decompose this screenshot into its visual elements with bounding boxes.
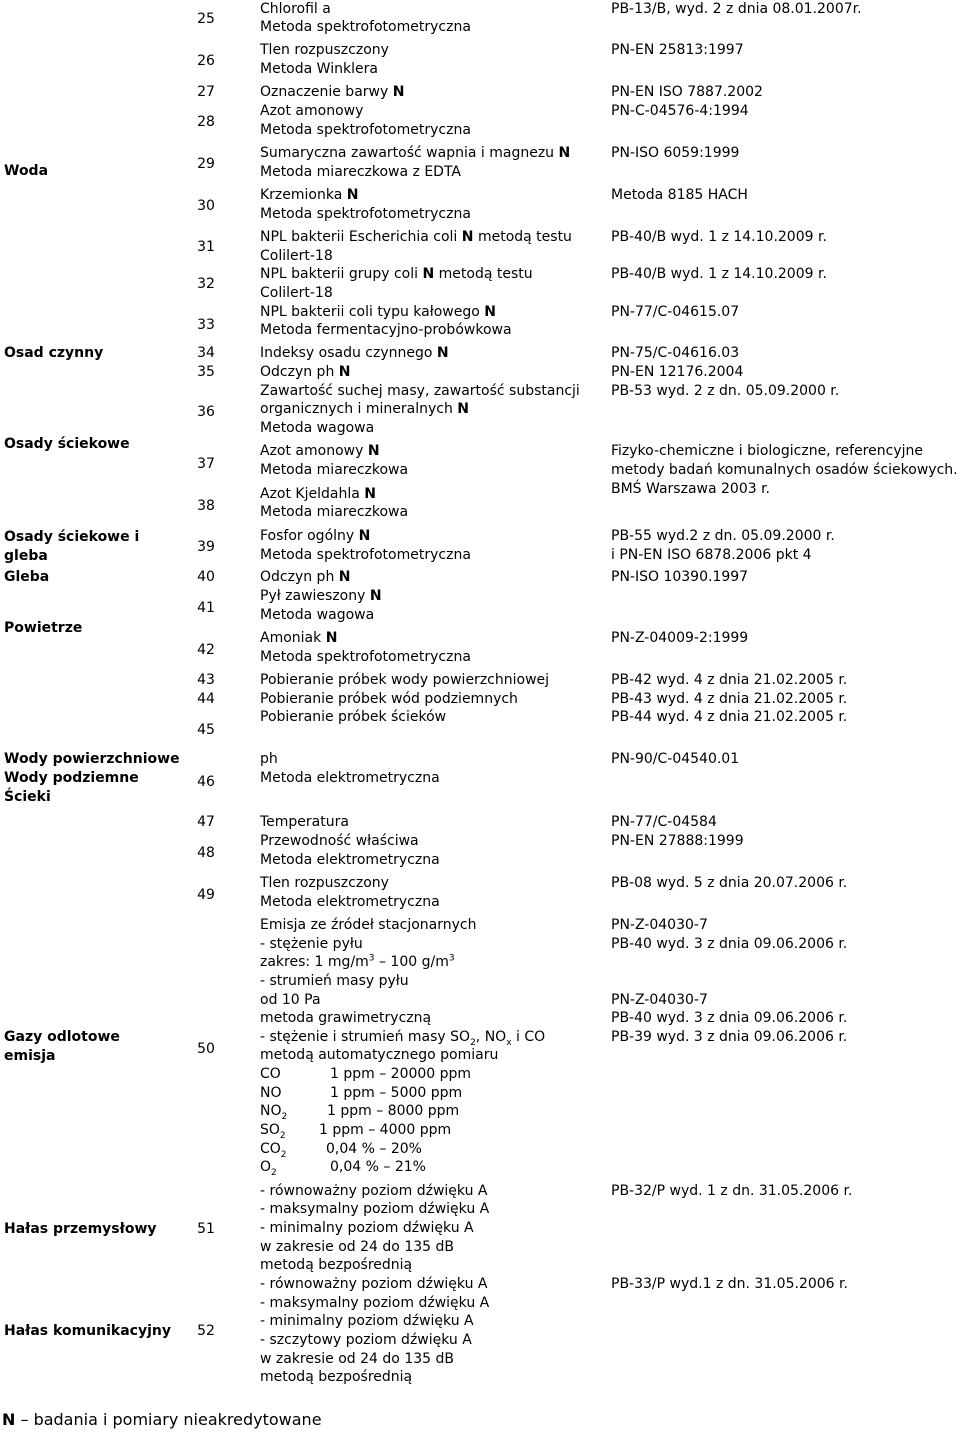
method-name: Chlorofil a [260,1,331,17]
method-name: Tlen rozpuszczony [260,42,389,58]
row-number: 33 [197,317,215,333]
method-detail: Metoda miareczkowa [260,462,409,478]
non-accredited-marker: N [364,486,376,502]
row-number: 45 [197,722,215,738]
method-name: Pobieranie próbek wód podziemnych [260,691,518,707]
method-detail: Metoda spektrofotometryczna [260,206,471,222]
standard-reference: Metoda 8185 HACH [611,187,748,203]
row-number: 40 [197,569,215,585]
method-detail: Metoda wagowa [260,420,375,436]
non-accredited-marker: N [346,187,359,203]
gas-range: 1 ppm – 5000 ppm [330,1085,463,1101]
standard-reference: PB-43 wyd. 4 z dnia 21.02.2005 r. [611,691,848,707]
method-detail: Metoda elektrometryczna [260,852,440,868]
method-name: Pobieranie próbek ścieków [260,709,447,725]
row-number: 44 [197,691,215,707]
method-detail: zakres: 1 $mg/m^3 - 100$ $g/m^3$ [260,953,455,970]
method-detail: Metoda miareczkowa [260,504,409,520]
method-name: Sumaryczna zawartość wapnia i magnezu N [260,145,571,161]
non-accredited-marker: N [457,401,470,417]
standard-reference: PN-ISO 6059:1999 [611,145,740,161]
gas-range: 0,04 % – 20% [326,1141,422,1157]
method-detail: Metoda elektrometryczna [260,770,440,786]
gas-range: 1 ppm – 20000 ppm [330,1066,472,1082]
non-accredited-marker: N [358,528,371,544]
row-number: 38 [197,498,215,514]
row-number: 25 [197,11,215,27]
method-detail: Colilert-18 [260,248,333,264]
method-detail: Metoda spektrofotometryczna [260,19,471,35]
row-number: 26 [197,53,215,69]
non-accredited-marker: N [484,304,496,320]
gas-name: $NO_2$ [260,1103,288,1122]
row-number: 47 [197,814,215,830]
non-accredited-marker: N [461,229,474,245]
method-name: ph [260,751,278,767]
method-detail: metoda grawimetryczną [260,1010,432,1026]
row-number: 27 [197,84,215,100]
row-number: 31 [197,239,215,255]
standard-reference: PN-Z-04030-7 [611,992,708,1008]
category-label: Ścieki [4,789,51,805]
standard-reference: PN-90/C-04540.01 [611,751,740,767]
category-label: Hałas komunikacyjny [4,1323,171,1339]
row-number: 37 [197,456,215,472]
row-number: 28 [197,114,215,130]
method-detail: - równoważny poziom dźwięku A [260,1276,488,1292]
method-detail: metodą bezpośrednią [260,1369,413,1385]
method-detail: - szczytowy poziom dźwięku A [260,1332,472,1348]
category-label: Osad czynny [4,345,104,361]
standard-reference: PN-EN 12176.2004 [611,364,744,380]
method-name: Odczyn ph N [260,569,351,585]
method-name: Tlen rozpuszczony [260,875,389,891]
standard-reference: PN-C-04576-4:1994 [611,103,749,119]
standard-reference: PB-40 wyd. 3 z dnia 09.06.2006 r. [611,936,848,952]
method-name: Odczyn ph N [260,364,351,380]
standard-reference: PN-EN 25813:1997 [611,42,744,58]
method-name: Emisja ze źródeł stacjonarnych [260,917,477,933]
standard-reference: PB-33/P wyd.1 z dn. 31.05.2006 r. [611,1276,848,1292]
category-label: Powietrze [4,620,83,636]
standard-reference: PB-40/B wyd. 1 z 14.10.2009 r. [611,266,827,282]
row-number: 29 [197,156,215,172]
method-detail: Metoda wagowa [260,607,375,623]
standard-reference: PB-42 wyd. 4 z dnia 21.02.2005 r. [611,672,848,688]
method-detail: - maksymalny poziom dźwięku A [260,1295,490,1311]
row-number: 50 [197,1041,215,1057]
method-name: Oznaczenie barwy N [260,84,405,100]
gas-name: CO [260,1066,281,1082]
gas-range: 1 ppm – 4000 ppm [319,1122,452,1138]
method-name: Azot Kjeldahla N [260,486,376,502]
standard-reference: PN-EN ISO 7887.2002 [611,84,763,100]
row-number: 42 [197,642,215,658]
method-name: Azot amonowy N [260,443,380,459]
method-name: Temperatura [260,814,349,830]
method-detail: - minimalny poziom dźwięku A [260,1313,474,1329]
method-name: Pył zawieszony N [260,588,382,604]
method-name: Pobieranie próbek wody powierzchniowej [260,672,550,688]
method-name: NPL bakterii Escherichia coli N metodą testu [260,229,572,245]
method-detail: Metoda Winklera [260,61,378,77]
non-accredited-marker: N [392,84,405,100]
standard-reference: PN-77/C-04615.07 [611,304,740,320]
method-detail: Metoda miareczkowa z EDTA [260,164,461,180]
category-label: Osady ściekowe [4,436,130,452]
method-name: NPL bakterii coli typu kałowego N [260,304,496,320]
category-label: Wody powierzchniowe [4,751,180,767]
gas-range: 1 ppm – 8000 ppm [327,1103,460,1119]
row-number: 36 [197,404,215,420]
category-label: Wody podziemne [4,770,139,786]
row-number: 51 [197,1221,215,1237]
standard-reference: PN-EN 27888:1999 [611,833,744,849]
gas-name: $O_2$ [260,1159,277,1178]
method-detail: metodą automatycznego pomiaru [260,1047,499,1063]
category-label: emisja [4,1048,56,1064]
row-number: 43 [197,672,215,688]
row-number: 32 [197,276,215,292]
category-label: gleba [4,548,48,564]
standard-reference: PN-ISO 10390.1997 [611,569,749,585]
gas-range: 0,04 % – 21% [330,1159,426,1175]
method-detail: w zakresie od 24 do 135 dB [260,1239,454,1255]
method-detail: Metoda spektrofotometryczna [260,122,471,138]
category-label: Osady ściekowe i [4,529,140,545]
standard-reference: PB-13/B, wyd. 2 z dnia 08.01.2007r. [611,1,862,17]
non-accredited-marker: N [325,630,338,646]
category-label: Woda [4,163,49,179]
standard-reference: PB-53 wyd. 2 z dn. 05.09.2000 r. [611,383,840,399]
method-detail: Metoda spektrofotometryczna [260,649,471,665]
standard-reference: Fizyko-chemiczne i biologiczne, referencyjne [611,443,923,459]
standard-reference: PB-44 wyd. 4 z dnia 21.02.2005 r. [611,709,848,725]
standard-reference: PN-Z-04030-7 [611,917,708,933]
category-label: Gleba [4,569,50,585]
category-label: Hałas przemysłowy [4,1221,157,1237]
method-name: Zawartość suchej masy, zawartość substancji [260,383,580,399]
row-number: 30 [197,198,215,214]
row-number: 46 [197,774,215,790]
standard-reference: PN-75/C-04616.03 [611,345,740,361]
row-number: 34 [197,345,215,361]
standard-reference: PB-39 wyd. 3 z dnia 09.06.2006 r. [611,1029,848,1045]
non-accredited-marker: N [422,266,435,282]
method-detail: - stężenie i strumień masy $SO_2$, $NO_x$ i CO [260,1029,546,1048]
standard-reference: PB-40 wyd. 3 z dnia 09.06.2006 r. [611,1010,848,1026]
method-detail: Metoda elektrometryczna [260,894,440,910]
method-name: Fosfor ogólny N [260,528,371,544]
row-number: 52 [197,1323,215,1339]
standard-reference: PB-32/P wyd. 1 z dn. 31.05.2006 r. [611,1183,853,1199]
standard-reference: metody badań komunalnych osadów ściekowych. [611,462,958,478]
non-accredited-marker: N [338,569,351,585]
non-accredited-marker: N [558,145,571,161]
method-name: Krzemionka N [260,187,359,203]
method-name: Amoniak N [260,630,338,646]
standard-reference: PN-77/C-04584 [611,814,717,830]
method-detail: od 10 Pa [260,992,321,1008]
method-detail: - strumień masy pyłu [260,973,409,989]
row-number: 39 [197,539,215,555]
standard-reference: PN-Z-04009-2:1999 [611,630,749,646]
method-name: NPL bakterii grupy coli N metodą testu [260,266,533,282]
method-detail: Metoda fermentacyjno-probówkowa [260,322,512,338]
non-accredited-marker: N [2,1410,16,1429]
gas-name: $SO_2$ [260,1122,286,1141]
row-number: 49 [197,887,215,903]
method-detail: metodą bezpośrednią [260,1257,413,1273]
method-name: Azot amonowy [260,103,364,119]
standard-reference: BMŚ Warszawa 2003 r. [611,481,771,497]
standard-reference: PB-08 wyd. 5 z dnia 20.07.2006 r. [611,875,848,891]
row-number: 41 [197,600,215,616]
row-number: 35 [197,364,215,380]
non-accredited-marker: N [369,588,382,604]
method-detail: - minimalny poziom dźwięku A [260,1220,474,1236]
non-accredited-marker: N [338,364,351,380]
method-name: Indeksy osadu czynnego N [260,345,449,361]
method-detail: organicznych i mineralnych N [260,401,470,417]
method-detail: - równoważny poziom dźwięku A [260,1183,488,1199]
non-accredited-marker: N [367,443,380,459]
method-detail: - maksymalny poziom dźwięku A [260,1201,490,1217]
category-label: Gazy odlotowe [4,1029,120,1045]
method-detail: Metoda spektrofotometryczna [260,547,471,563]
row-number: 48 [197,845,215,861]
method-detail: w zakresie od 24 do 135 dB [260,1351,454,1367]
non-accredited-marker: N [436,345,449,361]
standard-reference: i PN-EN ISO 6878.2006 pkt 4 [611,547,812,563]
footer-legend: N – badania i pomiary nieakredytowane [2,1410,322,1429]
gas-name: NO [260,1085,282,1101]
method-detail: - stężenie pyłu [260,936,363,952]
gas-name: $CO_2$ [260,1141,287,1160]
method-name: Przewodność właściwa [260,833,419,849]
standard-reference: PB-55 wyd.2 z dn. 05.09.2000 r. [611,528,835,544]
method-detail: Colilert-18 [260,285,333,301]
standard-reference: PB-40/B wyd. 1 z 14.10.2009 r. [611,229,827,245]
